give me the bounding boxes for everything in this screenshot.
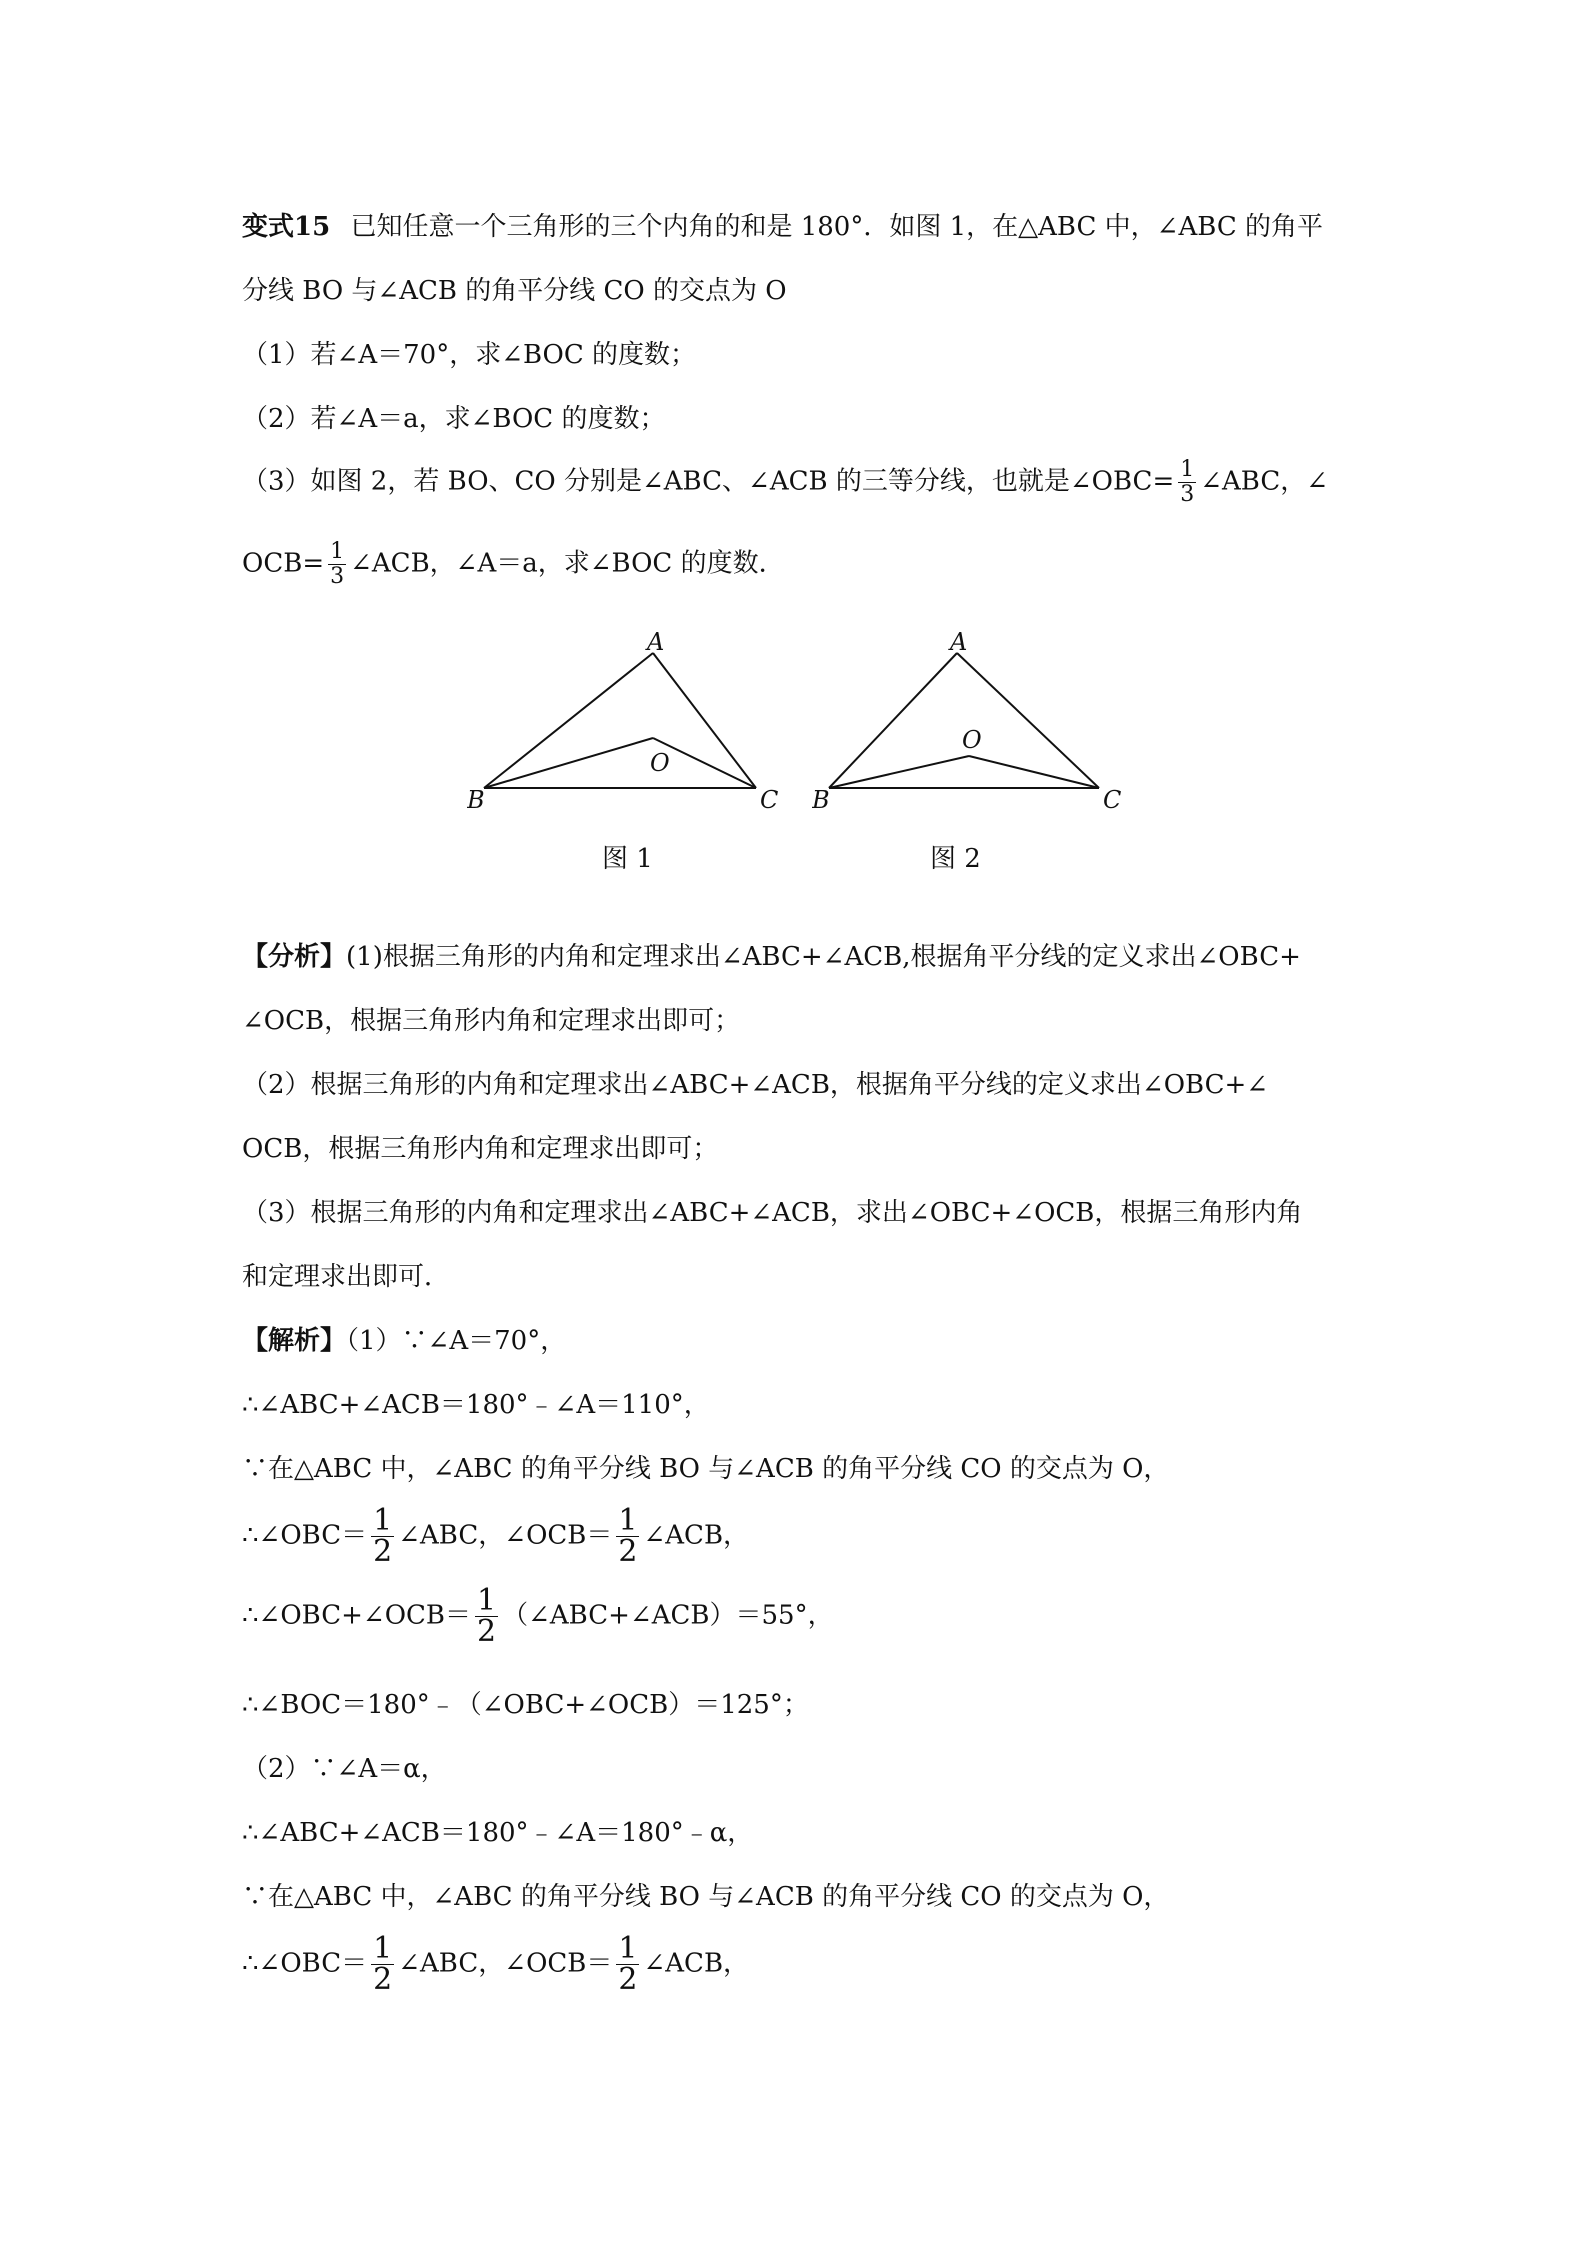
segment-bo <box>484 738 653 788</box>
fraction-numerator: 1 <box>373 1503 393 1538</box>
question-3-text-b: ∠ABC，∠ <box>1200 466 1329 497</box>
vertex-label-b: B <box>467 786 485 814</box>
vertex-label-a: A <box>950 628 968 656</box>
solution-text-1: （1）∵∠A＝70°， <box>346 1326 567 1356</box>
problem-line-2: 分线 BO 与∠ACB 的角平分线 CO 的交点为 O <box>242 276 787 306</box>
fraction-numerator: 1 <box>1180 457 1195 482</box>
fraction-one-half <box>371 1503 394 1569</box>
question-1: （1）若∠A＝70°，求∠BOC 的度数； <box>242 340 697 370</box>
figure-1-diagram <box>467 626 787 826</box>
fraction-one-half <box>616 1503 639 1569</box>
vertex-label-c: C <box>1103 786 1122 814</box>
figure-1 <box>467 626 787 876</box>
fraction-denominator: 2 <box>618 1534 638 1569</box>
segment-co <box>969 756 1099 788</box>
fraction-denominator: 3 <box>330 564 345 589</box>
solution-line-8: ∴∠ABC+∠ACB＝180°﹣∠A＝180°﹣α， <box>242 1818 754 1848</box>
solution-text-4c: ∠ACB， <box>643 1520 750 1551</box>
fraction-one-half <box>475 1583 498 1649</box>
question-3-text-c2: ∠ACB，∠A＝a，求∠BOC 的度数． <box>350 548 785 579</box>
figure-2 <box>812 626 1132 876</box>
solution-line-4 <box>242 1503 750 1569</box>
question-3-text-c1: OCB= <box>242 548 325 579</box>
solution-text-4b: ∠ABC，∠OCB＝ <box>398 1520 613 1551</box>
question-3-line-2 <box>242 540 785 589</box>
figure-2-caption: 图 2 <box>930 844 981 874</box>
fraction-one-half <box>616 1931 639 1997</box>
solution-text-5a: ∴∠OBC+∠OCB＝ <box>242 1600 472 1631</box>
question-3-text-a: （3）如图 2，若 BO、CO 分别是∠ABC、∠ACB 的三等分线，也就是∠OBC= <box>242 466 1175 497</box>
analysis-line-4: OCB，根据三角形内角和定理求出即可； <box>242 1134 719 1164</box>
fraction-numerator: 1 <box>373 1931 393 1966</box>
solution-line-5 <box>242 1583 834 1649</box>
analysis-line-2: ∠OCB，根据三角形内角和定理求出即可； <box>242 1006 741 1036</box>
side-ac <box>957 653 1099 788</box>
vertex-label-a: A <box>647 628 665 656</box>
solution-line-9: ∵在△ABC 中，∠ABC 的角平分线 BO 与∠ACB 的角平分线 CO 的交点为 O， <box>242 1882 1170 1912</box>
analysis-label: 【分析】 <box>242 942 347 972</box>
solution-line-3: ∵在△ABC 中，∠ABC 的角平分线 BO 与∠ACB 的角平分线 CO 的交点为 O， <box>242 1454 1170 1484</box>
problem-text-1: 已知任意一个三角形的三个内角的和是 180°．如图 1，在△ABC 中，∠ABC 的角平 <box>350 212 1323 242</box>
fraction-numerator: 1 <box>618 1503 638 1538</box>
fraction-denominator: 2 <box>373 1962 393 1997</box>
figure-1-caption: 图 1 <box>602 844 653 874</box>
problem-title: 变式15 <box>242 212 331 242</box>
fraction-one-half <box>371 1931 394 1997</box>
fraction-denominator: 3 <box>1180 482 1195 507</box>
analysis-line-1 <box>242 940 1301 974</box>
side-ab <box>829 653 957 788</box>
solution-text-5b: （∠ABC+∠ACB）＝55°， <box>502 1600 834 1631</box>
problem-line-1 <box>242 210 1323 244</box>
question-2: （2）若∠A＝a，求∠BOC 的度数； <box>242 404 666 434</box>
solution-line-6: ∴∠BOC＝180°﹣（∠OBC+∠OCB）＝125°； <box>242 1690 809 1720</box>
analysis-line-3: （2）根据三角形的内角和定理求出∠ABC+∠ACB，根据角平分线的定义求出∠OBC+∠ <box>242 1070 1269 1100</box>
solution-text-10b: ∠ABC，∠OCB＝ <box>398 1948 613 1979</box>
solution-label: 【解析】 <box>242 1326 347 1356</box>
analysis-text-1: (1)根据三角形的内角和定理求出∠ABC+∠ACB,根据角平分线的定义求出∠OBC+ <box>346 942 1301 972</box>
segment-bo <box>829 756 969 788</box>
fraction-numerator: 1 <box>618 1931 638 1966</box>
solution-line-10 <box>242 1931 750 1997</box>
fraction-denominator: 2 <box>477 1614 497 1649</box>
solution-text-4a: ∴∠OBC＝ <box>242 1520 368 1551</box>
solution-line-1 <box>242 1324 566 1358</box>
vertex-label-o: O <box>962 726 982 754</box>
fraction-numerator: 1 <box>330 539 345 564</box>
vertex-label-c: C <box>760 786 779 814</box>
fraction-denominator: 2 <box>373 1534 393 1569</box>
fraction-denominator: 2 <box>618 1962 638 1997</box>
question-3-line-1 <box>242 458 1328 507</box>
analysis-line-6: 和定理求出即可． <box>242 1262 451 1292</box>
solution-line-7: （2）∵∠A＝α， <box>242 1754 447 1784</box>
solution-text-10c: ∠ACB， <box>643 1948 750 1979</box>
solution-text-10a: ∴∠OBC＝ <box>242 1948 368 1979</box>
analysis-line-5: （3）根据三角形的内角和定理求出∠ABC+∠ACB，求出∠OBC+∠OCB，根据三角形内角 <box>242 1198 1303 1228</box>
fraction-one-third <box>328 540 346 589</box>
fraction-numerator: 1 <box>477 1583 497 1618</box>
solution-line-2: ∴∠ABC+∠ACB＝180°﹣∠A＝110°， <box>242 1390 710 1420</box>
figure-2-diagram <box>812 626 1132 826</box>
fraction-one-third <box>1178 458 1196 507</box>
vertex-label-b: B <box>812 786 830 814</box>
vertex-label-o: O <box>650 749 670 777</box>
side-ab <box>484 653 653 788</box>
